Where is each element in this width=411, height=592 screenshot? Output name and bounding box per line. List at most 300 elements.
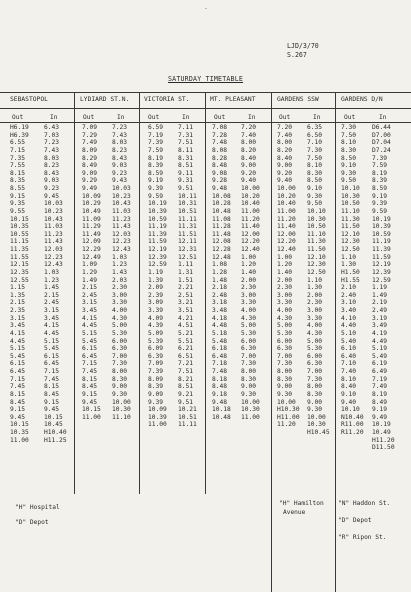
time-cell: 7.35 [10,154,26,162]
time-cell: 2.03 [112,276,128,284]
time-cell: 6.55 [10,139,26,147]
time-cell: 9.35 [10,200,26,208]
time-cell: 12.11 [178,238,197,246]
time-cell: 9.49 [82,185,98,192]
time-cell: 12.23 [112,238,131,246]
out-label: Out [279,114,291,121]
time-cell: 7.15 [82,360,98,368]
time-cell: 7.03 [44,131,60,139]
time-cell: 5.19 [372,345,388,353]
time-cell: 1.23 [112,261,128,269]
time-cell: 9.23 [44,185,60,192]
in-label: In [50,114,58,121]
out-label: Out [344,114,356,121]
time-cell: 8.31 [178,154,194,162]
time-cell: 2.30 [307,299,323,307]
time-cell: 9.00 [307,398,323,406]
time-cell: 2.49 [372,307,388,314]
time-cell: 11.00 [148,421,167,429]
time-cell: 5.45 [82,337,98,345]
time-cell: 1.09 [82,261,98,269]
time-cell: 3.45 [10,322,26,330]
time-cell: 3.30 [112,299,128,307]
time-cell: 8.28 [212,154,228,162]
time-cell: 11.00 [82,413,101,421]
footnote-hospital: "H" Hospital [15,504,60,511]
time-cell: 9.00 [241,162,257,170]
time-cell: 11.29 [82,223,101,231]
time-cell: 11.59 [372,253,391,261]
time-cell: 11.09 [82,215,101,223]
time-cell: N10.40 [341,413,364,421]
time-cell: 1.11 [178,261,194,269]
time-cell: 6.30 [112,345,128,353]
time-cell: 6.48 [212,352,228,360]
time-cell: 7.40 [341,368,357,375]
time-cell: 11.10 [307,230,326,238]
column-divider [205,92,206,494]
time-cell: 6.18 [212,345,228,353]
time-cell: 2.21 [178,284,194,292]
time-cell: 11.55 [10,253,29,261]
time-cell: 4.49 [372,337,388,345]
time-cell: 11.08 [212,215,231,223]
time-cell: 8.00 [277,139,293,147]
time-cell: 10.23 [44,207,63,215]
time-cell: 6.45 [10,368,26,375]
time-cell: 2.00 [241,276,257,284]
time-cell: 5.30 [112,329,128,337]
time-cell: 1.48 [212,276,228,284]
time-cell: 2.15 [44,291,60,299]
time-cell: 10.00 [277,398,296,406]
time-cell: 3.51 [178,307,194,314]
time-cell: 8.48 [212,383,228,391]
time-cell: 7.18 [212,360,228,368]
time-cell: 8.30 [307,169,323,177]
time-cell: 6.40 [341,352,357,360]
time-cell: 8.30 [112,375,128,383]
time-cell: 11.28 [212,223,231,231]
time-cell: 6.15 [82,345,98,353]
time-cell: 9.15 [10,192,26,200]
time-cell: 9.20 [277,169,293,177]
time-cell: 8.11 [178,146,194,154]
time-cell: 8.18 [212,375,228,383]
time-cell: 8.48 [212,162,228,170]
time-cell: 4.21 [178,314,194,322]
time-cell: 7.40 [241,131,257,139]
time-cell: 1.23 [44,276,60,284]
time-cell: 1.10 [341,253,357,261]
time-cell: 9.48 [212,185,228,192]
time-cell: 4.45 [10,337,26,345]
time-cell: 4.19 [372,329,388,337]
time-cell: 4.15 [44,322,60,330]
time-cell: 1.28 [212,268,228,276]
time-cell: 10.40 [277,200,296,208]
time-cell: 3.19 [372,314,388,322]
time-cell: 9.39 [372,200,388,208]
time-cell: 2.39 [148,291,164,299]
time-cell: 7.30 [307,375,323,383]
time-cell: 7.43 [44,146,60,154]
time-cell: 1.39 [148,276,164,284]
time-cell: 6.35 [307,124,323,131]
time-cell: H11.20 [372,436,395,444]
time-cell: 5.51 [178,337,194,345]
time-cell: H10.30 [277,406,300,414]
time-cell: 9.51 [178,185,194,192]
time-cell: 11.40 [241,223,260,231]
time-cell: 10.03 [112,185,131,192]
time-cell: 9.00 [277,162,293,170]
time-cell: 12.00 [277,230,296,238]
time-cell: 1.51 [178,276,194,284]
time-cell: 7.43 [112,131,128,139]
time-cell: 5.00 [277,322,293,330]
time-cell: 5.18 [212,329,228,337]
time-cell: 3.21 [178,299,194,307]
time-cell: 11.35 [10,246,29,253]
time-cell: 7.00 [241,352,257,360]
time-cell: 8.00 [241,368,257,375]
time-cell: 1.43 [112,268,128,276]
footnote-avenue: Avenue [283,509,306,516]
time-cell: 3.45 [44,314,60,322]
time-cell: 7.51 [178,368,194,375]
time-cell: 10.40 [241,200,260,208]
time-cell: 2.40 [341,291,357,299]
time-cell: 10.48 [212,207,231,215]
time-cell: 2.48 [212,291,228,299]
time-cell: 4.48 [212,322,228,330]
time-cell: 8.00 [241,139,257,147]
time-cell: 7.59 [148,146,164,154]
time-cell: 7.30 [341,124,357,131]
time-cell: 7.10 [307,139,323,147]
time-cell: 2.51 [178,291,194,299]
time-cell: 1.30 [341,261,357,269]
time-cell: 1.40 [241,268,257,276]
time-cell: 8.03 [112,139,128,147]
time-cell: 10.03 [44,200,63,208]
time-cell: 10.30 [241,406,260,414]
time-cell: 9.11 [178,169,194,177]
time-cell: 3.18 [212,299,228,307]
time-cell: 12.28 [212,246,231,253]
time-cell: H6.19 [10,124,29,131]
time-cell: 7.59 [372,162,388,170]
time-cell: 6.30 [241,345,257,353]
time-cell: 7.15 [10,375,26,383]
time-cell: 7.50 [341,131,357,139]
time-cell: 9.19 [372,406,388,414]
time-cell: 12.43 [44,261,63,269]
time-cell: 1.03 [112,253,128,261]
column-header-gardens-ssw: GARDENS SSW [277,96,319,103]
time-cell: 1.00 [277,253,293,261]
time-cell: 4.40 [341,322,357,330]
time-cell: 7.15 [10,146,26,154]
time-cell: D7.24 [372,146,391,154]
time-cell: 8.40 [241,154,257,162]
time-cell: 2.15 [82,284,98,292]
time-cell: 8.59 [372,185,388,192]
time-cell: 2.15 [10,299,26,307]
time-cell: 1.30 [307,284,323,292]
time-cell: 5.15 [10,345,26,353]
time-cell: 8.15 [10,390,26,398]
time-cell: 10.49 [82,207,101,215]
footnote-ripon: "R" Ripon St. [338,534,387,541]
time-cell: 9.45 [82,398,98,406]
time-cell: 10.19 [148,200,167,208]
time-cell: 10.20 [241,192,260,200]
time-cell: 11.00 [277,207,296,215]
time-cell: R11.00 [341,421,364,429]
time-cell: 6.21 [178,345,194,353]
time-cell: 8.45 [10,398,26,406]
time-cell: 12.48 [212,253,231,261]
time-cell: 11.39 [372,246,391,253]
time-cell: 9.59 [148,192,164,200]
time-cell: 4.15 [10,329,26,337]
time-cell: 8.09 [82,146,98,154]
time-cell: 2.10 [341,284,357,292]
time-cell: 7.29 [82,131,98,139]
time-cell: 11.00 [241,207,260,215]
time-cell: H10.40 [44,429,67,436]
time-cell: 9.39 [148,185,164,192]
times-mt-pleasant-out [212,124,231,421]
time-cell: 7.23 [112,124,128,131]
time-cell: 6.09 [148,345,164,353]
time-cell: 8.08 [212,146,228,154]
time-cell: 5.00 [241,322,257,330]
time-cell: 10.59 [372,230,391,238]
time-cell: 10.09 [148,406,167,414]
time-cell: 4.30 [277,314,293,322]
time-cell: 9.00 [277,383,293,391]
time-cell: 10.45 [44,421,63,429]
time-cell: 8.29 [82,154,98,162]
time-cell: 12.10 [341,230,360,238]
time-cell: 9.30 [277,390,293,398]
time-cell: 8.23 [44,162,60,170]
time-cell: 5.10 [341,329,357,337]
time-cell: 11.11 [178,215,197,223]
time-cell: 7.23 [44,139,60,147]
column-divider [271,92,272,592]
times-sebastopol-in [44,124,67,444]
times-gardens-ssw-in [307,124,330,437]
times-victoria-out [148,124,167,429]
time-cell: 7.00 [307,368,323,375]
time-cell: 11.03 [112,207,131,215]
time-cell: 12.20 [277,238,296,246]
time-cell: 9.03 [112,162,128,170]
time-cell: 8.30 [277,375,293,383]
time-cell: 12.51 [178,253,197,261]
time-cell: 8.45 [44,390,60,398]
time-cell: 3.10 [341,299,357,307]
time-cell: 10.21 [178,406,197,414]
time-cell: 9.40 [241,177,257,185]
time-cell: 10.30 [341,192,360,200]
time-cell: 9.10 [307,185,323,192]
time-cell: 1.19 [372,284,388,292]
time-cell: 11.23 [112,215,131,223]
times-lydiard-out [82,124,101,421]
reference-line: S.267 [287,51,307,59]
time-cell: 3.48 [212,307,228,314]
time-cell: 2.35 [10,307,26,314]
time-cell: 5.30 [307,345,323,353]
column-header-sebastopol: SEBASTOPOL [10,96,48,103]
time-cell: 12.20 [241,238,260,246]
time-cell: 6.50 [307,131,323,139]
time-cell: 2.45 [82,291,98,299]
time-cell: 5.49 [372,352,388,360]
time-cell: 7.55 [10,162,26,170]
time-cell: 9.30 [307,406,323,414]
time-cell: 12.55 [10,276,29,284]
time-cell: 5.15 [44,337,60,345]
time-cell: 12.40 [241,246,260,253]
time-cell: 8.15 [44,383,60,391]
footnote-depot-dn: "D" Depot [338,517,372,524]
time-cell: 3.30 [277,299,293,307]
time-cell: 4.00 [112,307,128,314]
footnote-haddon: "N" Haddon St. [338,500,391,507]
time-cell: 6.00 [241,337,257,345]
time-cell: 8.43 [112,154,128,162]
time-cell: 9.31 [178,177,194,185]
time-cell: 7.49 [82,139,98,147]
time-cell: 2.30 [241,284,257,292]
time-cell: 6.30 [307,360,323,368]
time-cell: 5.48 [212,337,228,345]
time-cell: 3.40 [341,307,357,314]
time-cell: 12.30 [341,238,360,246]
time-cell: 7.00 [277,352,293,360]
time-cell: 8.30 [341,146,357,154]
time-cell: 8.10 [307,162,323,170]
time-cell: 9.30 [341,169,357,177]
time-cell: 1.31 [178,268,194,276]
time-cell: 11.50 [307,246,326,253]
time-cell: 9.55 [10,207,26,215]
time-cell: 1.00 [241,253,257,261]
time-cell: 9.40 [277,177,293,185]
time-cell: 12.49 [82,253,101,261]
time-cell: 4.51 [178,322,194,330]
time-cell: 12.00 [241,230,260,238]
time-cell: 2.30 [277,284,293,292]
time-cell: 6.19 [372,360,388,368]
time-cell: 11.20 [241,215,260,223]
time-cell: 6.30 [277,345,293,353]
time-cell: 6.00 [112,337,128,345]
time-cell: 11.20 [277,421,296,429]
time-cell: 3.15 [82,299,98,307]
time-cell: 8.39 [148,162,164,170]
time-cell: 9.15 [10,406,26,414]
time-cell: 9.45 [44,406,60,414]
time-cell: 12.59 [148,261,167,269]
time-cell: 7.30 [307,146,323,154]
time-cell: 1.49 [372,291,388,299]
time-cell: 2.30 [112,284,128,292]
out-label: Out [12,114,24,121]
time-cell: 12.39 [148,253,167,261]
in-label: In [379,114,387,121]
time-cell: 11.59 [148,238,167,246]
time-cell: H11.25 [44,436,67,444]
time-cell: 9.20 [241,169,257,177]
time-cell: 11.00 [10,436,29,444]
time-cell: 3.00 [307,307,323,314]
time-cell: 11.39 [148,230,167,238]
time-cell: 3.15 [10,314,26,322]
time-cell: 12.30 [307,261,326,269]
time-cell: 7.48 [212,368,228,375]
time-cell: 11.20 [277,215,296,223]
time-cell: 10.00 [241,185,260,192]
time-cell: 8.55 [10,185,26,192]
time-cell: 4.00 [241,307,257,314]
time-cell: 10.20 [277,192,296,200]
time-cell: 10.00 [307,413,326,421]
time-cell: 11.43 [112,223,131,231]
time-cell: 8.51 [178,162,194,170]
time-cell: 1.29 [82,268,98,276]
time-cell: 8.40 [277,154,293,162]
time-cell: 7.20 [277,124,293,131]
time-cell: 3.00 [277,291,293,299]
time-cell: 7.21 [178,360,194,368]
time-cell: 9.10 [341,162,357,170]
time-cell: 5.00 [307,337,323,345]
time-cell: 9.15 [44,398,60,406]
time-cell: 9.03 [44,177,60,185]
time-cell: H6.39 [10,131,29,139]
time-cell: 7.19 [372,375,388,383]
time-cell: 10.15 [82,406,101,414]
time-cell: 5.09 [148,329,164,337]
time-cell: 12.19 [148,246,167,253]
time-cell: 9.09 [82,169,98,177]
time-cell: 10.50 [307,223,326,231]
time-cell: 1.20 [241,261,257,269]
time-cell: 9.21 [178,390,194,398]
time-cell: 6.59 [148,124,164,131]
time-cell: 11.10 [112,413,131,421]
time-cell: 6.49 [372,368,388,375]
time-cell: 5.39 [148,337,164,345]
time-cell: 10.51 [178,413,197,421]
time-cell: 11.49 [82,230,101,238]
time-cell: 5.40 [341,337,357,345]
time-cell: 8.21 [178,375,194,383]
footnote-hamilton: "H" Hamilton [279,500,324,507]
time-cell: 2.19 [372,299,388,307]
time-cell: 10.10 [307,207,326,215]
time-cell: 8.23 [112,146,128,154]
time-cell: 10.30 [307,421,326,429]
time-cell: 10.00 [241,398,260,406]
